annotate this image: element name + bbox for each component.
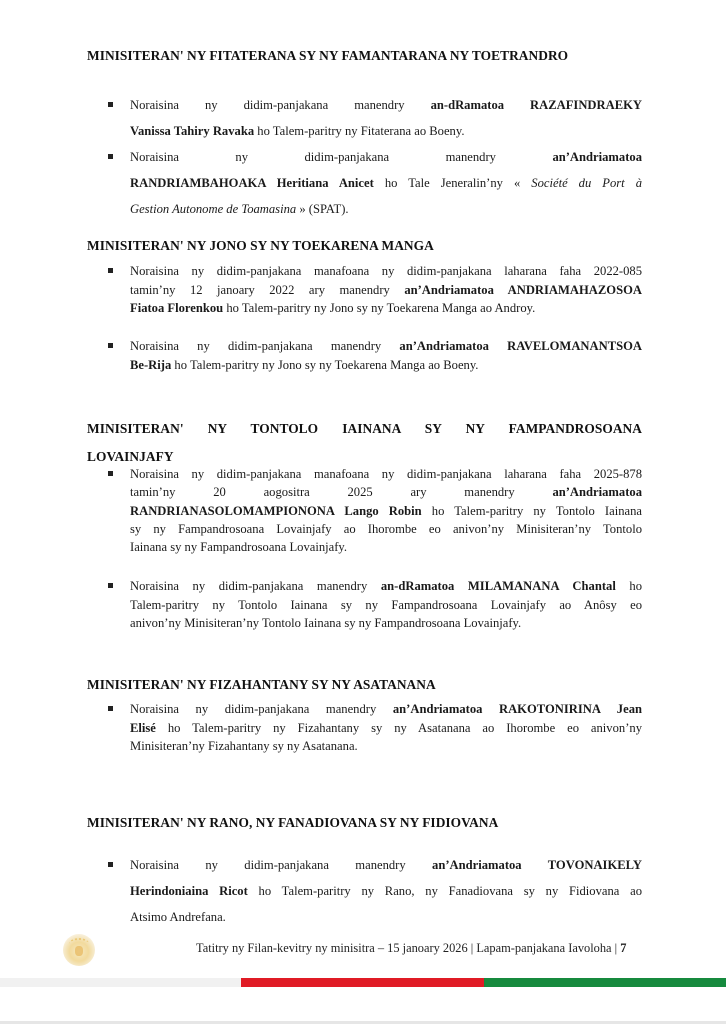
list-item (130, 92, 642, 144)
text-line (130, 118, 642, 144)
text-run: Noraisina ny didim-panjakana manendry (130, 98, 431, 112)
text-line (130, 878, 642, 904)
flag-stripe-red (241, 978, 484, 987)
italic-text: Société du Port à (531, 176, 642, 190)
text-run: ho Talem-paritry ny Jono sy ny Toekarena Manga ao Androy. (223, 301, 536, 315)
bold-text: RANDRIANASOLOMAMPIONONA Lango Robin (130, 503, 422, 518)
section-heading-water: MINISITERAN' NY RANO, NY FANADIOVANA SY NY FIDIOVANA (87, 815, 499, 830)
text-run: tamin’ny 12 janoary 2022 ary manendry (130, 282, 405, 297)
text-run: sy ny Fampandrosoana Lovainjafy ao Ihorombe eo anivon’ny Minisiteran’ny Tontolo (130, 521, 642, 536)
text-run: ho (615, 579, 642, 593)
list-item (130, 577, 642, 633)
text-run: Minisiteran’ny Fizahantany sy ny Asatanana. (130, 739, 358, 753)
text-run: anivon’ny Minisiteran’ny Tontolo Iainana sy ny Fampandrosoana Lovainjafy. (130, 616, 522, 630)
text-line (130, 356, 642, 375)
bold-text: an’Andriamatoa TOVONAIKELY (432, 858, 642, 872)
bold-text: Fiatoa Florenkou (130, 301, 224, 315)
text-line (130, 196, 642, 222)
footer-label: Tatitry ny Filan-kevitry ny minisitra – 15 janoary 2026 | Lapam-panjakana Iavoloha | (196, 941, 621, 955)
text-run: tamin’ny 20 aogositra 2025 ary manendry (130, 485, 553, 500)
bullet-icon (108, 862, 113, 867)
text-line (130, 700, 642, 719)
page-number: 7 (620, 941, 627, 955)
text-run: Atsimo Andrefana. (130, 910, 226, 924)
bold-text: an’Andriamatoa RAVELOMANANTSOA (399, 339, 642, 353)
section-heading-environment (87, 415, 642, 471)
text-run: Talem-paritry ny Tontolo Iainana sy ny Fampandrosoana Lovainjafy ao Anôsy eo (130, 597, 642, 612)
bold-text: an’Andriamatoa (552, 485, 642, 500)
text-line (130, 299, 642, 318)
emblem-core-icon (75, 946, 83, 956)
bold-text: Be-Rija (130, 357, 172, 372)
text-run: Noraisina ny didim-panjakana manendry (130, 339, 400, 353)
text-line (130, 92, 642, 118)
bold-text: an-dRamatoa RAZAFINDRAEKY (430, 98, 642, 112)
text-run: ho Tale Jeneralin’ny « (373, 176, 532, 190)
presidency-emblem-icon (63, 934, 95, 966)
text-line (130, 614, 642, 633)
bullet-icon (108, 706, 113, 711)
text-run: Noraisina ny didim-panjakana manendry (130, 858, 433, 872)
text-run: ho Talem-paritry ny Fitaterana ao Boeny. (254, 124, 465, 138)
text-line (130, 596, 642, 615)
text-line (130, 465, 642, 483)
bold-text: Vanissa Tahiry Ravaka (130, 124, 255, 138)
bullet-icon (108, 268, 113, 273)
bold-text: RANDRIAMBAHOAKA Heritiana Anicet (130, 176, 374, 190)
text-line (130, 852, 642, 878)
text-run: Noraisina ny didim-panjakana manendry (130, 579, 381, 593)
text-run: ho Talem-paritry ny Tontolo Iainana (421, 503, 642, 518)
bold-text: an’Andriamatoa (552, 150, 642, 164)
flag-stripe-white (0, 978, 241, 987)
section-heading-fisheries: MINISITERAN' NY JONO SY NY TOEKARENA MANGA (87, 238, 434, 253)
text-line (130, 281, 642, 300)
section-heading-tourism: MINISITERAN' NY FIZAHANTANY SY NY ASATANANA (87, 677, 436, 692)
list-item (130, 144, 642, 222)
text-line (130, 520, 642, 538)
text-line (130, 483, 642, 501)
bullet-icon (108, 343, 113, 348)
list-item (130, 465, 642, 556)
bold-text: an’Andriamatoa RAKOTONIRINA Jean (392, 702, 642, 716)
bold-text: Elisé (130, 720, 156, 735)
text-line (130, 262, 642, 281)
italic-text: Gestion Autonome de Toamasina (130, 202, 297, 216)
list-item (130, 262, 642, 318)
text-run: ho Talem-paritry ny Rano, ny Fanadiovana sy ny Fidiovana ao (247, 884, 643, 898)
text-run: » (SPAT). (296, 202, 349, 216)
text-run: ho Talem-paritry ny Jono sy ny Toekarena Manga ao Boeny. (171, 357, 479, 372)
text-run: Noraisina ny didim-panjakana manendry (130, 150, 553, 164)
bold-text: an’Andriamatoa ANDRIAMAHAZOSOA (404, 282, 642, 297)
text-run: Noraisina ny didim-panjakana manendry (130, 702, 393, 716)
text-run: Iainana sy ny Fampandrosoana Lovainjafy. (130, 540, 348, 555)
bullet-icon (108, 102, 113, 107)
text-run: Noraisina ny didim-panjakana manafoana ny didim-panjakana laharana faha 2022-085 (130, 264, 642, 278)
page-footer (196, 941, 626, 956)
bold-text: Herindoniaina Ricot (130, 884, 248, 898)
flag-stripe-green (484, 978, 726, 987)
heading-line: LOVAINJAFY (87, 449, 174, 464)
text-line (130, 144, 642, 170)
list-item (130, 337, 642, 374)
text-line (130, 502, 642, 520)
list-item (130, 700, 642, 756)
bold-text: an-dRamatoa MILAMANANA Chantal (380, 579, 616, 593)
text-line (130, 337, 642, 356)
text-line (130, 577, 642, 596)
bullet-icon (108, 154, 113, 159)
bullet-icon (108, 583, 113, 588)
section-heading-transport: MINISITERAN' NY FITATERANA SY NY FAMANTARANA NY TOETRANDRO (87, 48, 569, 63)
list-item (130, 852, 642, 930)
text-line (130, 170, 642, 196)
text-run: ho Talem-paritry ny Fizahantany sy ny Asatanana ao Ihorombe eo anivon’ny (155, 720, 642, 735)
text-line (130, 538, 642, 556)
text-line (130, 719, 642, 738)
heading-line: MINISITERAN' NY TONTOLO IAINANA SY NY FAMPANDROSOANA (87, 421, 642, 436)
bullet-icon (108, 471, 113, 476)
text-line (130, 904, 642, 930)
text-run: Noraisina ny didim-panjakana manafoana ny didim-panjakana laharana faha 2025-878 (130, 467, 642, 481)
text-line (130, 737, 642, 756)
